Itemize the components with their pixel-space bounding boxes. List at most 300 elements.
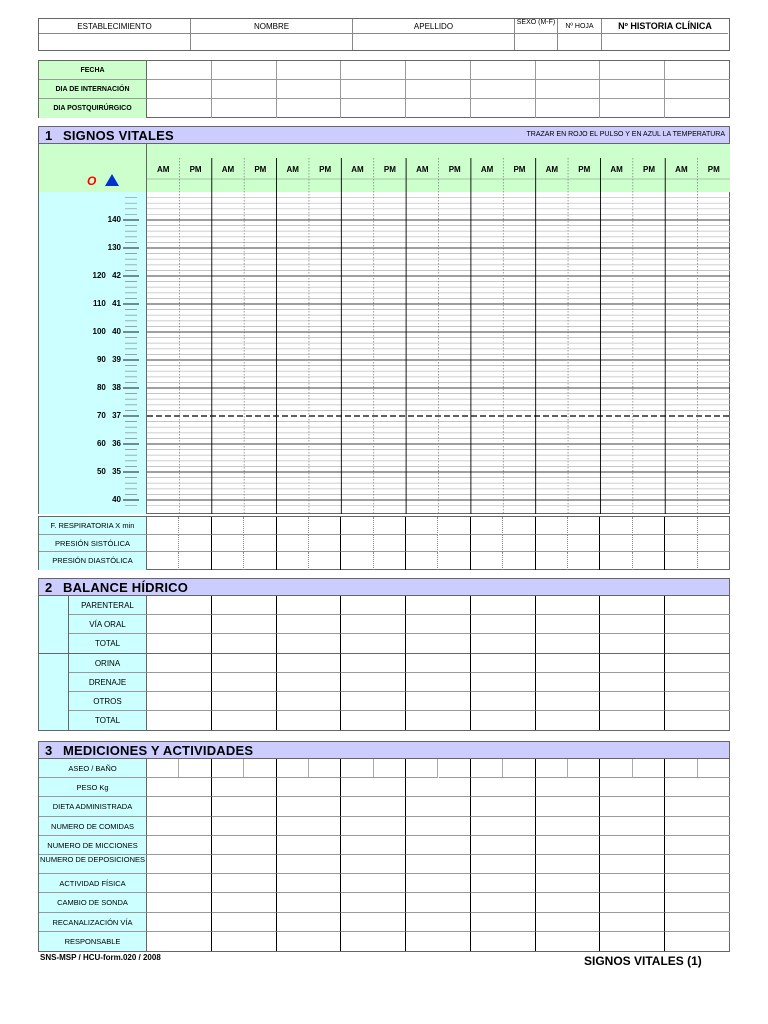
measure-cell[interactable] [665, 913, 730, 932]
apellido-field[interactable] [353, 34, 515, 50]
measure-cell[interactable] [406, 893, 471, 912]
vital-cell[interactable] [698, 552, 730, 570]
balance-cell[interactable] [406, 711, 471, 730]
measure-cell[interactable] [341, 836, 406, 855]
vital-cell[interactable] [244, 552, 276, 570]
vital-cell[interactable] [147, 535, 179, 553]
measure-cell[interactable] [471, 817, 536, 836]
am-header: AM [610, 165, 623, 174]
measure-cell[interactable] [471, 855, 536, 874]
measure-row-label: DIETA ADMINISTRADA [39, 797, 147, 816]
measure-cell[interactable] [341, 759, 373, 778]
measure-cell[interactable] [341, 797, 406, 816]
measure-cell[interactable] [179, 759, 211, 778]
measure-cell[interactable] [471, 759, 503, 778]
vital-cell[interactable] [503, 517, 535, 535]
measure-cell[interactable] [147, 817, 212, 836]
pm-header: PM [513, 165, 526, 174]
pm-header: PM [643, 165, 656, 174]
balance-cell[interactable] [600, 673, 665, 692]
measure-cell[interactable] [536, 778, 601, 797]
measure-cell[interactable] [341, 778, 406, 797]
balance-cell[interactable] [600, 596, 665, 615]
balance-cell[interactable] [665, 692, 730, 711]
measure-cell[interactable] [212, 893, 277, 912]
vital-cell[interactable] [147, 552, 179, 570]
balance-cell[interactable] [341, 711, 406, 730]
section1-number: 1 [45, 128, 53, 143]
balance-cell[interactable] [665, 634, 730, 653]
balance-cell[interactable] [341, 673, 406, 692]
vital-cell[interactable] [665, 552, 697, 570]
am-header: AM [675, 165, 688, 174]
measure-cell[interactable] [665, 836, 730, 855]
date-cell[interactable] [471, 80, 536, 99]
vital-row-label: PRESIÓN SISTÓLICA [39, 535, 147, 553]
establecimiento-field[interactable] [39, 34, 191, 50]
vital-cell[interactable] [600, 517, 632, 535]
vital-cell[interactable] [439, 552, 471, 570]
balance-cell[interactable] [665, 654, 730, 673]
balance-cell[interactable] [406, 634, 471, 653]
measure-cell[interactable] [503, 759, 535, 778]
measure-cell[interactable] [471, 932, 536, 951]
balance-cell[interactable] [406, 615, 471, 634]
vital-cell[interactable] [471, 535, 503, 553]
nombre-label: NOMBRE [191, 19, 353, 34]
date-cell[interactable] [600, 61, 665, 80]
scale-label: 40 [112, 495, 121, 504]
measure-cell[interactable] [536, 836, 601, 855]
section2-header [38, 578, 730, 596]
measure-cell[interactable] [406, 817, 471, 836]
balance-cell[interactable] [277, 596, 342, 615]
date-cell[interactable] [277, 61, 342, 80]
vital-cell[interactable] [244, 517, 276, 535]
measure-cell[interactable] [277, 893, 342, 912]
vital-cell[interactable] [536, 535, 568, 553]
vital-cell[interactable] [568, 552, 600, 570]
balance-cell[interactable] [536, 654, 601, 673]
measure-cell[interactable] [633, 759, 665, 778]
measure-cell[interactable] [439, 759, 471, 778]
balance-cell[interactable] [277, 634, 342, 653]
scale-label: 140 [107, 215, 121, 224]
vital-cell[interactable] [179, 552, 211, 570]
vital-cell[interactable] [471, 517, 503, 535]
date-cell[interactable] [341, 61, 406, 80]
vital-cell[interactable] [341, 535, 373, 553]
vital-cell[interactable] [568, 535, 600, 553]
measure-cell[interactable] [212, 932, 277, 951]
balance-cell[interactable] [147, 634, 212, 653]
vital-cell[interactable] [600, 552, 632, 570]
measure-cell[interactable] [536, 759, 568, 778]
balance-cell[interactable] [147, 615, 212, 634]
date-cell[interactable] [212, 80, 277, 99]
measure-cell[interactable] [341, 817, 406, 836]
measure-cell[interactable] [665, 759, 697, 778]
measure-cell[interactable] [536, 913, 601, 932]
historia-field[interactable] [602, 34, 728, 50]
vital-cell[interactable] [309, 552, 341, 570]
vital-cell[interactable] [665, 535, 697, 553]
balance-cell[interactable] [212, 673, 277, 692]
balance-cell[interactable] [212, 634, 277, 653]
establecimiento-label: ESTABLECIMIENTO [39, 19, 191, 34]
measure-cell[interactable] [147, 874, 212, 893]
measure-cell[interactable] [277, 797, 342, 816]
measure-cell[interactable] [406, 778, 471, 797]
measure-cell[interactable] [309, 759, 341, 778]
vital-cell[interactable] [633, 535, 665, 553]
measure-cell[interactable] [277, 932, 342, 951]
measure-cell[interactable] [341, 874, 406, 893]
measure-cell[interactable] [471, 836, 536, 855]
vital-cell[interactable] [471, 552, 503, 570]
measure-row-label: NUMERO DE MICCIONES [39, 836, 147, 855]
vital-cell[interactable] [633, 552, 665, 570]
am-header: AM [480, 165, 494, 174]
balance-cell[interactable] [406, 654, 471, 673]
measure-cell[interactable] [212, 778, 277, 797]
measure-cell[interactable] [568, 759, 600, 778]
balance-cell[interactable] [406, 596, 471, 615]
balance-row-label: TOTAL [69, 711, 147, 730]
vital-cell[interactable] [503, 535, 535, 553]
egresos-group [39, 654, 69, 731]
balance-cell[interactable] [341, 654, 406, 673]
date-cell[interactable] [406, 80, 471, 99]
balance-cell[interactable] [600, 692, 665, 711]
measure-cell[interactable] [600, 797, 665, 816]
balance-cell[interactable] [536, 673, 601, 692]
vital-cell[interactable] [568, 517, 600, 535]
vital-cell[interactable] [277, 517, 309, 535]
section2-number: 2 [45, 580, 53, 595]
vital-cell[interactable] [536, 552, 568, 570]
vital-cell[interactable] [503, 552, 535, 570]
measure-cell[interactable] [536, 797, 601, 816]
balance-cell[interactable] [147, 673, 212, 692]
measure-cell[interactable] [600, 893, 665, 912]
vital-cell[interactable] [374, 535, 406, 553]
vital-row-label: PRESIÓN DIASTÓLICA [39, 552, 147, 570]
vital-cell[interactable] [212, 552, 244, 570]
measure-cell[interactable] [374, 759, 406, 778]
scale-label: 90 39 [96, 355, 121, 364]
balance-cell[interactable] [147, 654, 212, 673]
section3-header [38, 741, 730, 759]
balance-cell[interactable] [471, 673, 536, 692]
date-cell[interactable] [212, 99, 277, 118]
balance-cell[interactable] [471, 634, 536, 653]
date-cell[interactable] [277, 99, 342, 118]
measure-cell[interactable] [341, 932, 406, 951]
am-header: AM [156, 165, 170, 174]
measure-cell[interactable] [600, 836, 665, 855]
measure-cell[interactable] [471, 778, 536, 797]
vital-cell[interactable] [633, 517, 665, 535]
balance-row-label: VÍA ORAL [69, 615, 147, 634]
date-cell[interactable] [536, 99, 601, 118]
scale-label: 50 35 [96, 467, 121, 476]
vital-cell[interactable] [179, 517, 211, 535]
measure-cell[interactable] [212, 797, 277, 816]
pm-header: PM [383, 165, 396, 174]
nombre-field[interactable] [191, 34, 353, 50]
am-header: AM [286, 165, 299, 174]
balance-cell[interactable] [277, 673, 342, 692]
balance-cell[interactable] [600, 634, 665, 653]
measure-cell[interactable] [341, 913, 406, 932]
date-cell[interactable] [406, 61, 471, 80]
measure-cell[interactable] [665, 778, 730, 797]
pm-header: PM [254, 165, 267, 174]
measure-cell[interactable] [536, 855, 601, 874]
vital-cell[interactable] [406, 552, 438, 570]
date-cell[interactable] [147, 61, 212, 80]
scale-label: 120 42 [92, 271, 121, 280]
measure-cell[interactable] [536, 817, 601, 836]
measure-cell[interactable] [147, 913, 212, 932]
measure-cell[interactable] [277, 913, 342, 932]
measure-cell[interactable] [536, 874, 601, 893]
date-cell[interactable] [341, 99, 406, 118]
measure-cell[interactable] [698, 759, 730, 778]
section1-note: TRAZAR EN ROJO EL PULSO Y EN AZUL LA TEMPERATURA [526, 131, 725, 138]
measure-cell[interactable] [665, 855, 730, 874]
vital-cell[interactable] [212, 517, 244, 535]
date-cell[interactable] [341, 80, 406, 99]
vital-signs-chart [38, 144, 730, 514]
measure-cell[interactable] [406, 855, 471, 874]
vital-cell[interactable] [212, 535, 244, 553]
balance-cell[interactable] [536, 615, 601, 634]
measure-cell[interactable] [277, 759, 309, 778]
balance-cell[interactable] [147, 596, 212, 615]
measure-cell[interactable] [212, 874, 277, 893]
measure-cell[interactable] [600, 874, 665, 893]
scale-label: 110 41 [92, 299, 121, 308]
balance-row-label: PARENTERAL [69, 596, 147, 615]
measure-cell[interactable] [277, 778, 342, 797]
vital-cell[interactable] [341, 517, 373, 535]
balance-cell[interactable] [471, 615, 536, 634]
measure-cell[interactable] [600, 778, 665, 797]
sexo-field[interactable] [515, 34, 558, 50]
balance-cell[interactable] [147, 692, 212, 711]
am-header: AM [351, 165, 364, 174]
measure-cell[interactable] [600, 817, 665, 836]
measure-cell[interactable] [665, 932, 730, 951]
measurements-table [38, 759, 730, 952]
measure-cell[interactable] [147, 855, 212, 874]
vital-cell[interactable] [374, 517, 406, 535]
ingresos-group [39, 596, 69, 654]
measure-cell[interactable] [212, 817, 277, 836]
fluid-balance-table [38, 596, 730, 731]
measure-cell[interactable] [212, 836, 277, 855]
vital-cell[interactable] [439, 535, 471, 553]
balance-cell[interactable] [536, 634, 601, 653]
measure-cell[interactable] [147, 836, 212, 855]
balance-cell[interactable] [277, 654, 342, 673]
sexo-label: SEXO (M-F) [515, 19, 558, 34]
measure-cell[interactable] [600, 759, 632, 778]
measure-cell[interactable] [406, 759, 438, 778]
vital-cell[interactable] [147, 517, 179, 535]
balance-cell[interactable] [471, 711, 536, 730]
balance-cell[interactable] [341, 615, 406, 634]
measure-cell[interactable] [471, 874, 536, 893]
date-cell[interactable] [471, 61, 536, 80]
balance-cell[interactable] [277, 692, 342, 711]
pm-header: PM [707, 165, 720, 174]
date-cell[interactable] [277, 80, 342, 99]
hoja-label: Nº HOJA [558, 19, 602, 34]
date-cell[interactable] [147, 99, 212, 118]
balance-cell[interactable] [341, 634, 406, 653]
balance-cell[interactable] [147, 711, 212, 730]
measure-cell[interactable] [277, 855, 342, 874]
measure-cell[interactable] [600, 932, 665, 951]
pm-header: PM [578, 165, 591, 174]
measure-cell[interactable] [147, 797, 212, 816]
hoja-field[interactable] [558, 34, 602, 50]
balance-cell[interactable] [406, 692, 471, 711]
form-code: SNS-MSP / HCU-form.020 / 2008 [40, 953, 161, 962]
balance-cell[interactable] [277, 615, 342, 634]
date-cell[interactable] [471, 99, 536, 118]
date-block [38, 60, 730, 118]
pm-header: PM [448, 165, 461, 174]
balance-cell[interactable] [536, 711, 601, 730]
date-cell[interactable] [536, 61, 601, 80]
measure-cell[interactable] [406, 913, 471, 932]
date-cell[interactable] [536, 80, 601, 99]
vital-cell[interactable] [439, 517, 471, 535]
date-cell[interactable] [147, 80, 212, 99]
balance-cell[interactable] [665, 615, 730, 634]
measure-row-label: RESPONSABLE [39, 932, 147, 951]
balance-cell[interactable] [471, 596, 536, 615]
balance-cell[interactable] [212, 711, 277, 730]
measure-cell[interactable] [212, 855, 277, 874]
measure-cell[interactable] [406, 836, 471, 855]
balance-cell[interactable] [600, 711, 665, 730]
balance-cell[interactable] [665, 711, 730, 730]
measure-cell[interactable] [665, 817, 730, 836]
balance-cell[interactable] [536, 596, 601, 615]
measure-cell[interactable] [471, 893, 536, 912]
vital-cell[interactable] [374, 552, 406, 570]
vital-extra-rows [38, 516, 730, 570]
balance-cell[interactable] [471, 692, 536, 711]
date-cell[interactable] [600, 80, 665, 99]
balance-cell[interactable] [212, 615, 277, 634]
scale-label: 80 38 [96, 383, 121, 392]
measure-cell[interactable] [212, 759, 244, 778]
measure-cell[interactable] [536, 932, 601, 951]
balance-cell[interactable] [277, 711, 342, 730]
vital-cell[interactable] [179, 535, 211, 553]
balance-row-label: ORINA [69, 654, 147, 673]
measure-cell[interactable] [341, 855, 406, 874]
date-cell[interactable] [212, 61, 277, 80]
balance-cell[interactable] [406, 673, 471, 692]
vital-cell[interactable] [665, 517, 697, 535]
balance-cell[interactable] [212, 692, 277, 711]
measure-cell[interactable] [147, 759, 179, 778]
measure-cell[interactable] [600, 855, 665, 874]
measure-cell[interactable] [277, 817, 342, 836]
measure-cell[interactable] [600, 913, 665, 932]
measure-row-label: RECANALIZACIÓN VÍA [39, 913, 147, 932]
vital-cell[interactable] [406, 517, 438, 535]
date-cell[interactable] [665, 61, 730, 80]
measure-cell[interactable] [665, 797, 730, 816]
measure-cell[interactable] [341, 893, 406, 912]
measure-cell[interactable] [277, 836, 342, 855]
date-cell[interactable] [406, 99, 471, 118]
date-cell[interactable] [600, 99, 665, 118]
measure-cell[interactable] [406, 874, 471, 893]
measure-cell[interactable] [147, 778, 212, 797]
measure-cell[interactable] [406, 932, 471, 951]
measure-cell[interactable] [536, 893, 601, 912]
vital-cell[interactable] [600, 535, 632, 553]
vital-cell[interactable] [698, 535, 730, 553]
measure-cell[interactable] [665, 874, 730, 893]
date-cell[interactable] [665, 80, 730, 99]
measure-cell[interactable] [471, 797, 536, 816]
balance-cell[interactable] [471, 654, 536, 673]
date-cell[interactable] [665, 99, 730, 118]
measure-cell[interactable] [406, 797, 471, 816]
measure-cell[interactable] [244, 759, 276, 778]
date-row-label: FECHA [39, 61, 147, 80]
vital-cell[interactable] [341, 552, 373, 570]
measure-cell[interactable] [471, 913, 536, 932]
section3-number: 3 [45, 743, 53, 758]
balance-cell[interactable] [341, 596, 406, 615]
balance-cell[interactable] [665, 596, 730, 615]
balance-cell[interactable] [341, 692, 406, 711]
measure-cell[interactable] [277, 874, 342, 893]
vital-cell[interactable] [698, 517, 730, 535]
balance-cell[interactable] [212, 654, 277, 673]
vital-cell[interactable] [309, 517, 341, 535]
pm-header: PM [189, 165, 202, 174]
balance-cell[interactable] [600, 654, 665, 673]
vital-cell[interactable] [536, 517, 568, 535]
measure-cell[interactable] [147, 932, 212, 951]
vital-cell[interactable] [406, 535, 438, 553]
measure-row-label: NUMERO DE DEPOSICIONES [39, 855, 147, 874]
balance-cell[interactable] [600, 615, 665, 634]
balance-cell[interactable] [536, 692, 601, 711]
vital-cell[interactable] [309, 535, 341, 553]
balance-cell[interactable] [212, 596, 277, 615]
measure-cell[interactable] [147, 893, 212, 912]
measure-cell[interactable] [665, 893, 730, 912]
measure-cell[interactable] [212, 913, 277, 932]
vital-cell[interactable] [244, 535, 276, 553]
balance-cell[interactable] [665, 673, 730, 692]
vital-cell[interactable] [277, 535, 309, 553]
vital-cell[interactable] [277, 552, 309, 570]
